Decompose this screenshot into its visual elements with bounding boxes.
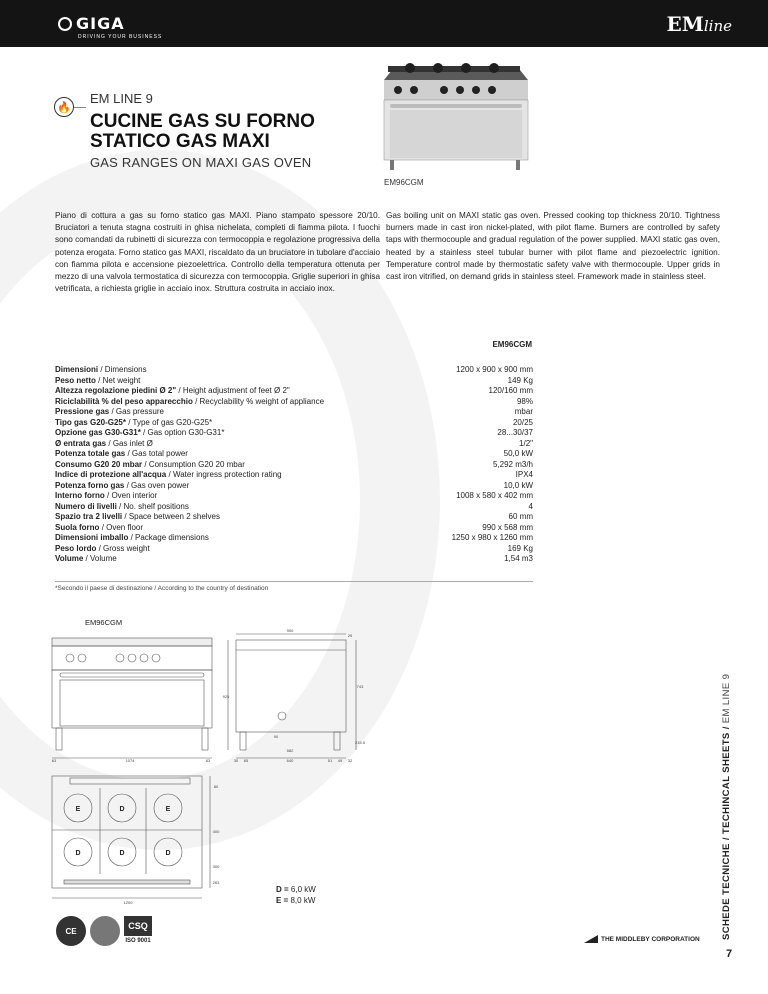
spec-row: [55, 523, 533, 534]
middleby-text: THE MIDDLEBY CORPORATION: [601, 935, 700, 943]
spec-label: [55, 533, 209, 544]
spec-label-en: / No. shelf positions: [119, 501, 189, 511]
page-number: 7: [726, 948, 733, 960]
spec-row: [55, 502, 533, 513]
dim-front-left: 63: [51, 758, 57, 763]
spec-value: mbar: [514, 407, 533, 416]
iso-label: ISO 9001: [125, 938, 151, 944]
side-section-label: [721, 674, 732, 940]
product-photo: [380, 58, 530, 170]
dim-top-b: 400: [212, 829, 220, 834]
spec-label-it: Potenza forno gas: [55, 480, 125, 490]
dim-oven-height: 743: [356, 684, 364, 689]
certifications: [56, 916, 152, 946]
spec-label: [55, 397, 324, 408]
spec-label: [55, 376, 140, 387]
burner-legend: [276, 884, 316, 906]
spec-label-en: / Height adjustment of feet Ø 2": [178, 386, 290, 395]
spec-row: [55, 376, 533, 387]
spec-row: [55, 544, 533, 555]
spec-label-en: / Gas option G30-G31*: [143, 428, 225, 437]
spec-label-en: / Gas oven power: [126, 480, 190, 490]
spec-label-it: Ø entrata gas: [55, 438, 107, 448]
side-label-light: EM LINE 9: [721, 673, 732, 727]
spec-value: 50,0 kW: [503, 449, 533, 458]
spec-row: [55, 470, 533, 481]
svg-text:E: E: [165, 806, 171, 813]
dim-side-e: 30: [233, 758, 239, 763]
spec-row: [55, 554, 533, 565]
em-line-logo-main: EM: [666, 12, 704, 36]
spec-row: [55, 428, 533, 439]
series-label: EM LINE 9: [90, 91, 153, 106]
spec-label-it: Riciclabilità % del peso apparecchio: [55, 396, 193, 406]
spec-label-it: Altezza regolazione piedini Ø 2": [55, 386, 177, 395]
dim-top-d: 263: [212, 880, 220, 885]
csq-logo: CSQ: [124, 916, 152, 936]
svg-text:D: D: [165, 850, 171, 857]
legend-d-value: 6,0 kW: [290, 885, 316, 894]
csq-badge: [124, 916, 152, 944]
spec-label-it: Spazio tra 2 livelli: [55, 512, 123, 521]
legend-e-key: E =: [276, 896, 289, 905]
quality-seal-icon: [90, 916, 120, 946]
spec-row: [55, 449, 533, 460]
spec-divider: [55, 581, 533, 582]
dim-top-c: 300: [212, 864, 220, 869]
dim-top-width: 1200: [123, 900, 133, 905]
spec-label-en: / Water ingress protection rating: [168, 470, 282, 479]
spec-value: 5,292 m3/h: [492, 459, 533, 469]
spec-label: [55, 428, 224, 439]
middleby-logo: [584, 935, 700, 943]
spec-label-en: / Oven interior: [107, 491, 158, 500]
spec-value: 10,0 kW: [503, 480, 533, 490]
svg-text:D: D: [119, 806, 125, 813]
spec-label: [55, 470, 282, 481]
spec-label: [55, 512, 220, 523]
spec-label-en: / Oven floor: [101, 522, 144, 532]
dim-total-height: 925: [222, 694, 230, 699]
spec-label: [55, 460, 245, 471]
spec-label-it: Peso lordo: [55, 543, 97, 553]
spec-value: 28...30/37: [497, 428, 533, 437]
drawing-caption: EM96CGM: [85, 618, 123, 627]
spec-label-it: Potenza totale gas: [55, 449, 126, 458]
spec-label: [55, 502, 189, 513]
spec-value: 1,54 m3: [504, 554, 533, 563]
spec-label-it: Peso netto: [55, 375, 96, 385]
spec-row: [55, 533, 533, 544]
description-italian: Piano di cottura a gas su forno statico gas MAXI. Piano stampato spessore 20/10. Bruciatori a tenuta stagna costruiti in ghisa nichelata, completi di fiamma pilota. I fuochi sono comandati da rubinetti di sicurezza con termocoppia e regolazione progressiva della potenza erogata. Forno statico gas MAXI, riscaldato da un bruciatore in tubolare d'acciaio con fiamma pilota e accensione piezoelettrica. Controllo della temperatura ottenuta per mezzo di una valvola termostatica di sicurezza con termocoppia. Griglie superiori in ghisa vetrificata, a richiesta griglie in acciaio inox. Struttura costruita in acciaio inox.: [55, 211, 380, 294]
spec-footnote: *Secondo il paese di destinazione / According to the country of destination: [55, 585, 269, 592]
spec-label-it: Tipo gas G20-G25*: [55, 417, 126, 427]
spec-label-it: Consumo G20 20 mbar: [55, 459, 143, 469]
dim-width-front: 1074: [125, 758, 135, 763]
spec-label-en: / Volume: [85, 554, 117, 563]
spec-label-en: / Dimensions: [100, 365, 147, 374]
spec-label-en: / Type of gas G20-G25*: [128, 417, 213, 427]
spec-label: [55, 523, 143, 534]
spec-label: [55, 407, 164, 418]
spec-row: [55, 386, 533, 397]
legend-e: [276, 895, 316, 906]
spec-value: IPX4: [515, 470, 533, 479]
spec-label: [55, 449, 188, 460]
description-english: Gas boiling unit on MAXI static gas oven. Pressed cooking top thickness 20/10. Tightness burners made in cast iron nickel-plated, with pilot flame. Burners are controlled by safety taps with thermocouple and gradual regulation of the power supplied. MAXI static gas oven, heated by a stainless steel tubular burner with pilot flame and piezoelectric ignition. Temperature control made by thermostatic safety valve with thermocouple. Upper grids in cast iron vitrified, on demand grids in stainless steel. Framework made in stainless steel.: [386, 211, 720, 282]
spec-label-it: Pressione gas: [55, 407, 110, 416]
spec-label-en: / Gross weight: [98, 543, 150, 553]
svg-text:E: E: [75, 806, 81, 813]
spec-label-it: Volume: [55, 554, 84, 563]
spec-label-en: / Space between 2 shelves: [124, 512, 220, 521]
dim-top-offset: 25: [347, 633, 353, 638]
dim-side-left: 65: [243, 758, 249, 763]
spec-row: [55, 407, 533, 418]
spec-value: 1/2": [519, 438, 533, 448]
spec-label-en: / Consumption G20 20 mbar: [144, 459, 245, 469]
spec-row: [55, 491, 533, 502]
spec-value: 60 mm: [508, 512, 533, 521]
spec-label-en: / Package dimensions: [130, 533, 209, 542]
spec-row: [55, 365, 533, 376]
spec-row: [55, 512, 533, 523]
spec-label-it: Opzione gas G30-G31*: [55, 428, 141, 437]
spec-value: 169 Kg: [507, 543, 533, 553]
middleby-mark-icon: [584, 935, 598, 943]
spec-value: 1008 x 580 x 402 mm: [456, 491, 533, 500]
gas-flame-icon: 🔥: [54, 97, 74, 117]
legend-e-value: 8,0 kW: [290, 896, 316, 905]
dim-side-d: 215.5: [354, 740, 366, 745]
spec-label-it: Dimensioni imballo: [55, 533, 129, 542]
spec-label-it: Interno forno: [55, 491, 105, 500]
spec-value: 20/25: [512, 417, 533, 427]
dim-top-a: 80: [213, 784, 219, 789]
svg-text:D: D: [75, 850, 81, 857]
spec-value: 98%: [516, 396, 533, 406]
ce-mark-icon: CE: [56, 916, 86, 946]
photo-caption: EM96CGM: [384, 178, 424, 187]
page-title: CUCINE GAS SU FORNO STATICO GAS MAXI: [90, 111, 315, 152]
spec-model-header: EM96CGM: [492, 340, 532, 349]
spec-label: [55, 544, 150, 555]
divider: [74, 107, 86, 108]
spec-label-it: Suola forno: [55, 522, 100, 532]
dim-side-b: 49: [337, 758, 343, 763]
spec-label-it: Indice di protezione all'acqua: [55, 470, 167, 479]
technical-drawings: [50, 628, 370, 908]
dim-gas-inlet: 90: [273, 734, 279, 739]
spec-label-it: Numero di livelli: [55, 501, 117, 511]
spec-label-en: / Gas pressure: [111, 407, 164, 416]
spec-label-en: / Net weight: [98, 375, 141, 385]
brand-tagline: DRIVING YOUR BUSINESS: [78, 34, 163, 40]
em-line-logo-script: line: [703, 17, 732, 35]
spec-label: [55, 491, 157, 502]
brand-name: GIGA: [76, 14, 125, 33]
svg-text:D: D: [119, 850, 125, 857]
dim-side-a: 51: [327, 758, 333, 763]
dim-front-right: 63: [205, 758, 211, 763]
dim-inlet-depth: 582: [286, 748, 294, 753]
spec-value: 149 Kg: [507, 375, 533, 385]
spec-label: [55, 418, 212, 429]
spec-label-en: / Gas total power: [127, 449, 188, 458]
dim-depth-top: 900: [286, 628, 294, 633]
spec-row: [55, 418, 533, 429]
spec-label: [55, 439, 153, 450]
spec-value: 120/160 mm: [488, 386, 533, 395]
dim-side-c: 32: [347, 758, 353, 763]
spec-label: [55, 554, 117, 565]
page-subtitle: GAS RANGES ON MAXI GAS OVEN: [90, 155, 312, 170]
spec-row: [55, 439, 533, 450]
spec-value: 990 x 568 mm: [482, 522, 533, 532]
spec-label: [55, 365, 147, 376]
legend-d: [276, 884, 316, 895]
spec-value: 1200 x 900 x 900 mm: [456, 365, 533, 374]
spec-value: 1250 x 980 x 1260 mm: [451, 533, 533, 542]
legend-d-key: D =: [276, 885, 289, 894]
side-label-bold: SCHEDE TECNICHE / TECHINCAL SHEETS /: [721, 726, 732, 940]
spec-row: [55, 481, 533, 492]
spec-label-en: / Gas inlet Ø: [108, 438, 153, 448]
spec-value: 4: [528, 501, 533, 511]
spec-label: [55, 481, 189, 492]
dim-side-depth: 640: [286, 758, 294, 763]
spec-row: [55, 460, 533, 471]
spec-label: [55, 386, 290, 397]
spec-row: [55, 397, 533, 408]
spec-label-en: / Recyclability % weight of appliance: [195, 396, 325, 406]
spec-table: [55, 365, 533, 565]
spec-label-it: Dimensioni: [55, 365, 99, 374]
